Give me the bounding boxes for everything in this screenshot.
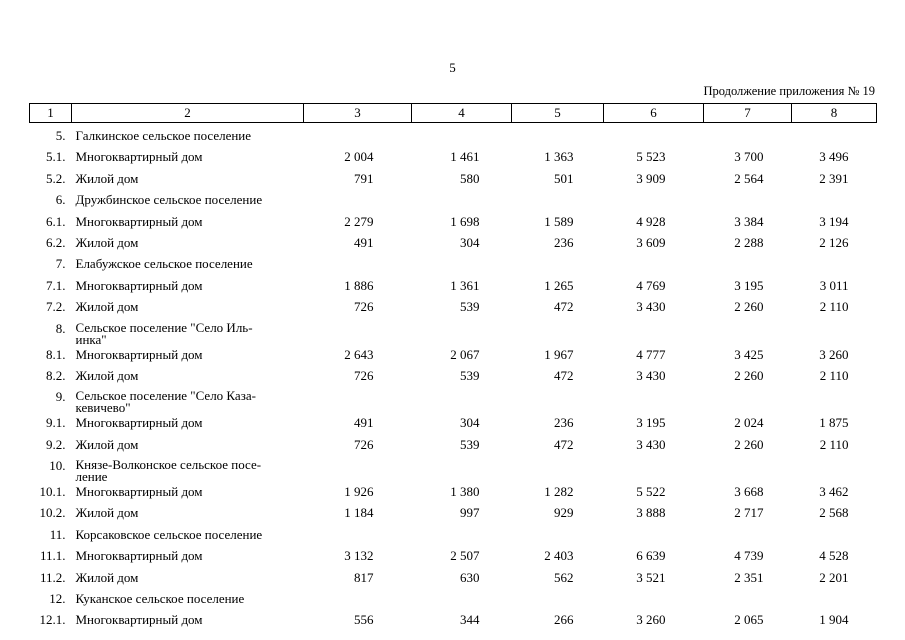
value-cell: 472: [554, 299, 574, 315]
section-row: [30, 388, 877, 414]
value-cell: 1 904: [819, 612, 849, 628]
value-cell: 929: [554, 505, 574, 521]
value-cell: 3 384: [734, 213, 764, 229]
value-cell: [792, 320, 877, 346]
value-cell: 236: [554, 234, 574, 250]
value-cell: 3 195: [734, 277, 764, 293]
value-cell: [792, 388, 877, 414]
value-cell: 2 351: [734, 569, 764, 585]
value-cell: 2 279: [344, 213, 374, 229]
value-cell: 791: [354, 170, 374, 186]
table-row: [30, 298, 877, 319]
value-cell: 1 926: [344, 484, 374, 500]
value-cell: 5 522: [636, 484, 666, 500]
row-name: Князе-Волконское сельское посе- ление: [75, 457, 262, 485]
value-cell: 3 430: [636, 367, 666, 383]
value-cell: 1 875: [819, 415, 849, 431]
value-cell: 2 260: [734, 299, 764, 315]
table-row: [30, 277, 877, 298]
value-cell: [304, 123, 412, 149]
value-cell: 2 065: [734, 612, 764, 628]
value-cell: 1 282: [544, 484, 574, 500]
value-cell: [412, 590, 512, 611]
row-number: 10.2.: [39, 505, 66, 521]
value-cell: [412, 191, 512, 212]
value-cell: 3 700: [734, 149, 764, 165]
section-row: [30, 526, 877, 547]
value-cell: 1 886: [344, 277, 374, 293]
value-cell: 3 430: [636, 436, 666, 452]
value-cell: 817: [354, 569, 374, 585]
continuation-label: Продолжение приложения № 19: [703, 84, 875, 98]
row-number: 9.2.: [46, 436, 66, 452]
value-cell: 3 195: [636, 415, 666, 431]
value-cell: 2 067: [450, 346, 480, 362]
value-cell: [704, 255, 792, 276]
value-cell: [412, 255, 512, 276]
value-cell: [304, 320, 412, 346]
value-cell: 236: [554, 415, 574, 431]
value-cell: [512, 255, 604, 276]
row-number: 5.: [55, 128, 66, 143]
value-cell: 1 265: [544, 277, 574, 293]
value-cell: 1 380: [450, 484, 480, 500]
value-cell: [792, 526, 877, 547]
row-name: Елабужское сельское поселение: [75, 256, 253, 272]
value-cell: 539: [460, 299, 480, 315]
value-cell: [704, 457, 792, 483]
row-number: 10.: [49, 458, 66, 474]
row-name: Многоквартирный дом: [75, 415, 203, 431]
value-cell: 3 260: [819, 346, 849, 362]
value-cell: [604, 123, 704, 149]
value-cell: [304, 191, 412, 212]
table-row: [30, 367, 877, 388]
value-cell: 3 425: [734, 346, 764, 362]
value-cell: 3 909: [636, 170, 666, 186]
value-cell: 5 523: [636, 149, 666, 165]
column-header: 2: [72, 104, 304, 123]
row-name: Жилой дом: [75, 569, 139, 585]
row-number: 6.1.: [46, 213, 66, 229]
table-row: [30, 234, 877, 255]
value-cell: [604, 191, 704, 212]
value-cell: 472: [554, 367, 574, 383]
header-row: [30, 104, 877, 123]
row-number: 9.: [55, 389, 66, 405]
value-cell: 580: [460, 170, 480, 186]
table-row: [30, 547, 877, 568]
value-cell: 1 361: [450, 277, 480, 293]
row-name: Многоквартирный дом: [75, 484, 203, 500]
row-name: Галкинское сельское поселение: [75, 128, 252, 143]
value-cell: [412, 457, 512, 483]
value-cell: [412, 320, 512, 346]
value-cell: 4 739: [734, 548, 764, 564]
value-cell: [412, 123, 512, 149]
row-name: Сельское поселение "Село Каза- кевичево": [75, 388, 256, 416]
value-cell: 3 496: [819, 149, 849, 165]
value-cell: 3 668: [734, 484, 764, 500]
value-cell: [304, 457, 412, 483]
tariff-table: [29, 103, 877, 633]
value-cell: [512, 191, 604, 212]
value-cell: 2 126: [819, 234, 849, 250]
row-name: Сельское поселение "Село Иль- инка": [75, 319, 253, 347]
row-name: Многоквартирный дом: [75, 213, 203, 229]
value-cell: 2 024: [734, 415, 764, 431]
value-cell: [704, 526, 792, 547]
table-row: [30, 414, 877, 435]
value-cell: [604, 457, 704, 483]
value-cell: 3 132: [344, 548, 374, 564]
value-cell: 491: [354, 234, 374, 250]
section-row: [30, 457, 877, 483]
value-cell: [704, 320, 792, 346]
table-row: [30, 148, 877, 169]
value-cell: 2 403: [544, 548, 574, 564]
value-cell: 472: [554, 436, 574, 452]
row-number: 10.1.: [39, 484, 66, 500]
value-cell: 2 507: [450, 548, 480, 564]
value-cell: [512, 590, 604, 611]
row-number: 7.: [55, 256, 66, 272]
section-row: [30, 255, 877, 276]
row-name: Многоквартирный дом: [75, 149, 203, 165]
table-row: [30, 436, 877, 457]
value-cell: [704, 590, 792, 611]
value-cell: 997: [460, 505, 480, 521]
row-name: Куканское сельское поселение: [75, 591, 245, 607]
value-cell: 539: [460, 436, 480, 452]
value-cell: [512, 123, 604, 149]
value-cell: 726: [354, 299, 374, 315]
value-cell: [604, 255, 704, 276]
row-number: 11.1.: [39, 548, 66, 564]
value-cell: 562: [554, 569, 574, 585]
row-number: 6.2.: [46, 234, 66, 250]
value-cell: [512, 388, 604, 414]
value-cell: 1 363: [544, 149, 574, 165]
row-number: 12.1.: [39, 612, 66, 628]
value-cell: [304, 590, 412, 611]
value-cell: [704, 388, 792, 414]
row-name: Жилой дом: [75, 299, 139, 315]
value-cell: [412, 526, 512, 547]
value-cell: 1 184: [344, 505, 374, 521]
row-number: 5.1.: [46, 149, 66, 165]
value-cell: [604, 526, 704, 547]
value-cell: 1 461: [450, 149, 480, 165]
section-row: [30, 191, 877, 212]
row-number: 7.2.: [46, 299, 66, 315]
table-row: [30, 569, 877, 590]
value-cell: 304: [460, 234, 480, 250]
value-cell: 539: [460, 367, 480, 383]
value-cell: 2 110: [819, 367, 849, 383]
value-cell: [304, 255, 412, 276]
value-cell: [304, 388, 412, 414]
table-row: [30, 611, 877, 632]
section-row: [30, 320, 877, 346]
column-header: 7: [704, 104, 792, 123]
row-name: Дружбинское сельское поселение: [75, 192, 263, 208]
row-name: Жилой дом: [75, 505, 139, 521]
row-name: Жилой дом: [75, 436, 139, 452]
row-number: 7.1.: [46, 277, 66, 293]
column-header: 8: [792, 104, 877, 123]
value-cell: 2 643: [344, 346, 374, 362]
table-row: [30, 213, 877, 234]
value-cell: [792, 590, 877, 611]
value-cell: [604, 388, 704, 414]
value-cell: 304: [460, 415, 480, 431]
row-name: Корсаковское сельское поселение: [75, 526, 263, 542]
value-cell: [704, 191, 792, 212]
value-cell: 1 967: [544, 346, 574, 362]
value-cell: 4 928: [636, 213, 666, 229]
value-cell: 491: [354, 415, 374, 431]
value-cell: 4 777: [636, 346, 666, 362]
section-row: [30, 123, 877, 149]
row-number: 9.1.: [46, 415, 66, 431]
table-body: [30, 123, 877, 633]
table-row: [30, 483, 877, 504]
value-cell: 2 110: [819, 299, 849, 315]
value-cell: 2 260: [734, 367, 764, 383]
value-cell: 630: [460, 569, 480, 585]
row-number: 11.: [49, 526, 66, 542]
value-cell: 556: [354, 612, 374, 628]
value-cell: 1 589: [544, 213, 574, 229]
column-header: 5: [512, 104, 604, 123]
value-cell: [792, 255, 877, 276]
value-cell: 2 110: [819, 436, 849, 452]
value-cell: 6 639: [636, 548, 666, 564]
value-cell: 344: [460, 612, 480, 628]
table-row: [30, 346, 877, 367]
value-cell: 2 201: [819, 569, 849, 585]
value-cell: 3 260: [636, 612, 666, 628]
row-number: 8.: [55, 320, 66, 336]
row-name: Многоквартирный дом: [75, 277, 203, 293]
column-header: 4: [412, 104, 512, 123]
value-cell: 1 698: [450, 213, 480, 229]
value-cell: [512, 526, 604, 547]
value-cell: [304, 526, 412, 547]
value-cell: 726: [354, 436, 374, 452]
value-cell: 726: [354, 367, 374, 383]
value-cell: 3 888: [636, 505, 666, 521]
value-cell: 2 568: [819, 505, 849, 521]
row-name: Жилой дом: [75, 170, 139, 186]
value-cell: 2 260: [734, 436, 764, 452]
column-header: 6: [604, 104, 704, 123]
row-name: Многоквартирный дом: [75, 612, 203, 628]
row-name: Жилой дом: [75, 234, 139, 250]
value-cell: [792, 457, 877, 483]
page-number: 5: [449, 60, 456, 75]
value-cell: 4 528: [819, 548, 849, 564]
value-cell: 2 391: [819, 170, 849, 186]
row-name: Многоквартирный дом: [75, 548, 203, 564]
row-number: 5.2.: [46, 170, 66, 186]
value-cell: [512, 457, 604, 483]
value-cell: [604, 320, 704, 346]
value-cell: [604, 590, 704, 611]
value-cell: [704, 123, 792, 149]
value-cell: 4 769: [636, 277, 666, 293]
value-cell: [792, 123, 877, 149]
table-row: [30, 170, 877, 191]
value-cell: 3 430: [636, 299, 666, 315]
value-cell: 3 521: [636, 569, 666, 585]
value-cell: 3 011: [819, 277, 849, 293]
value-cell: [412, 388, 512, 414]
value-cell: 2 004: [344, 149, 374, 165]
value-cell: 2 717: [734, 505, 764, 521]
row-number: 11.2.: [39, 569, 66, 585]
row-name: Жилой дом: [75, 367, 139, 383]
value-cell: 501: [554, 170, 574, 186]
row-number: 12.: [49, 591, 66, 607]
value-cell: 266: [554, 612, 574, 628]
column-header: 3: [304, 104, 412, 123]
value-cell: [792, 191, 877, 212]
value-cell: [512, 320, 604, 346]
table-row: [30, 504, 877, 525]
value-cell: 2 564: [734, 170, 764, 186]
row-number: 8.2.: [46, 367, 66, 383]
row-number: 6.: [55, 192, 66, 208]
value-cell: 3 609: [636, 234, 666, 250]
column-header: 1: [30, 104, 72, 123]
value-cell: 3 462: [819, 484, 849, 500]
section-row: [30, 590, 877, 611]
row-name: Многоквартирный дом: [75, 346, 203, 362]
value-cell: 2 288: [734, 234, 764, 250]
value-cell: 3 194: [819, 213, 849, 229]
row-number: 8.1.: [46, 346, 66, 362]
